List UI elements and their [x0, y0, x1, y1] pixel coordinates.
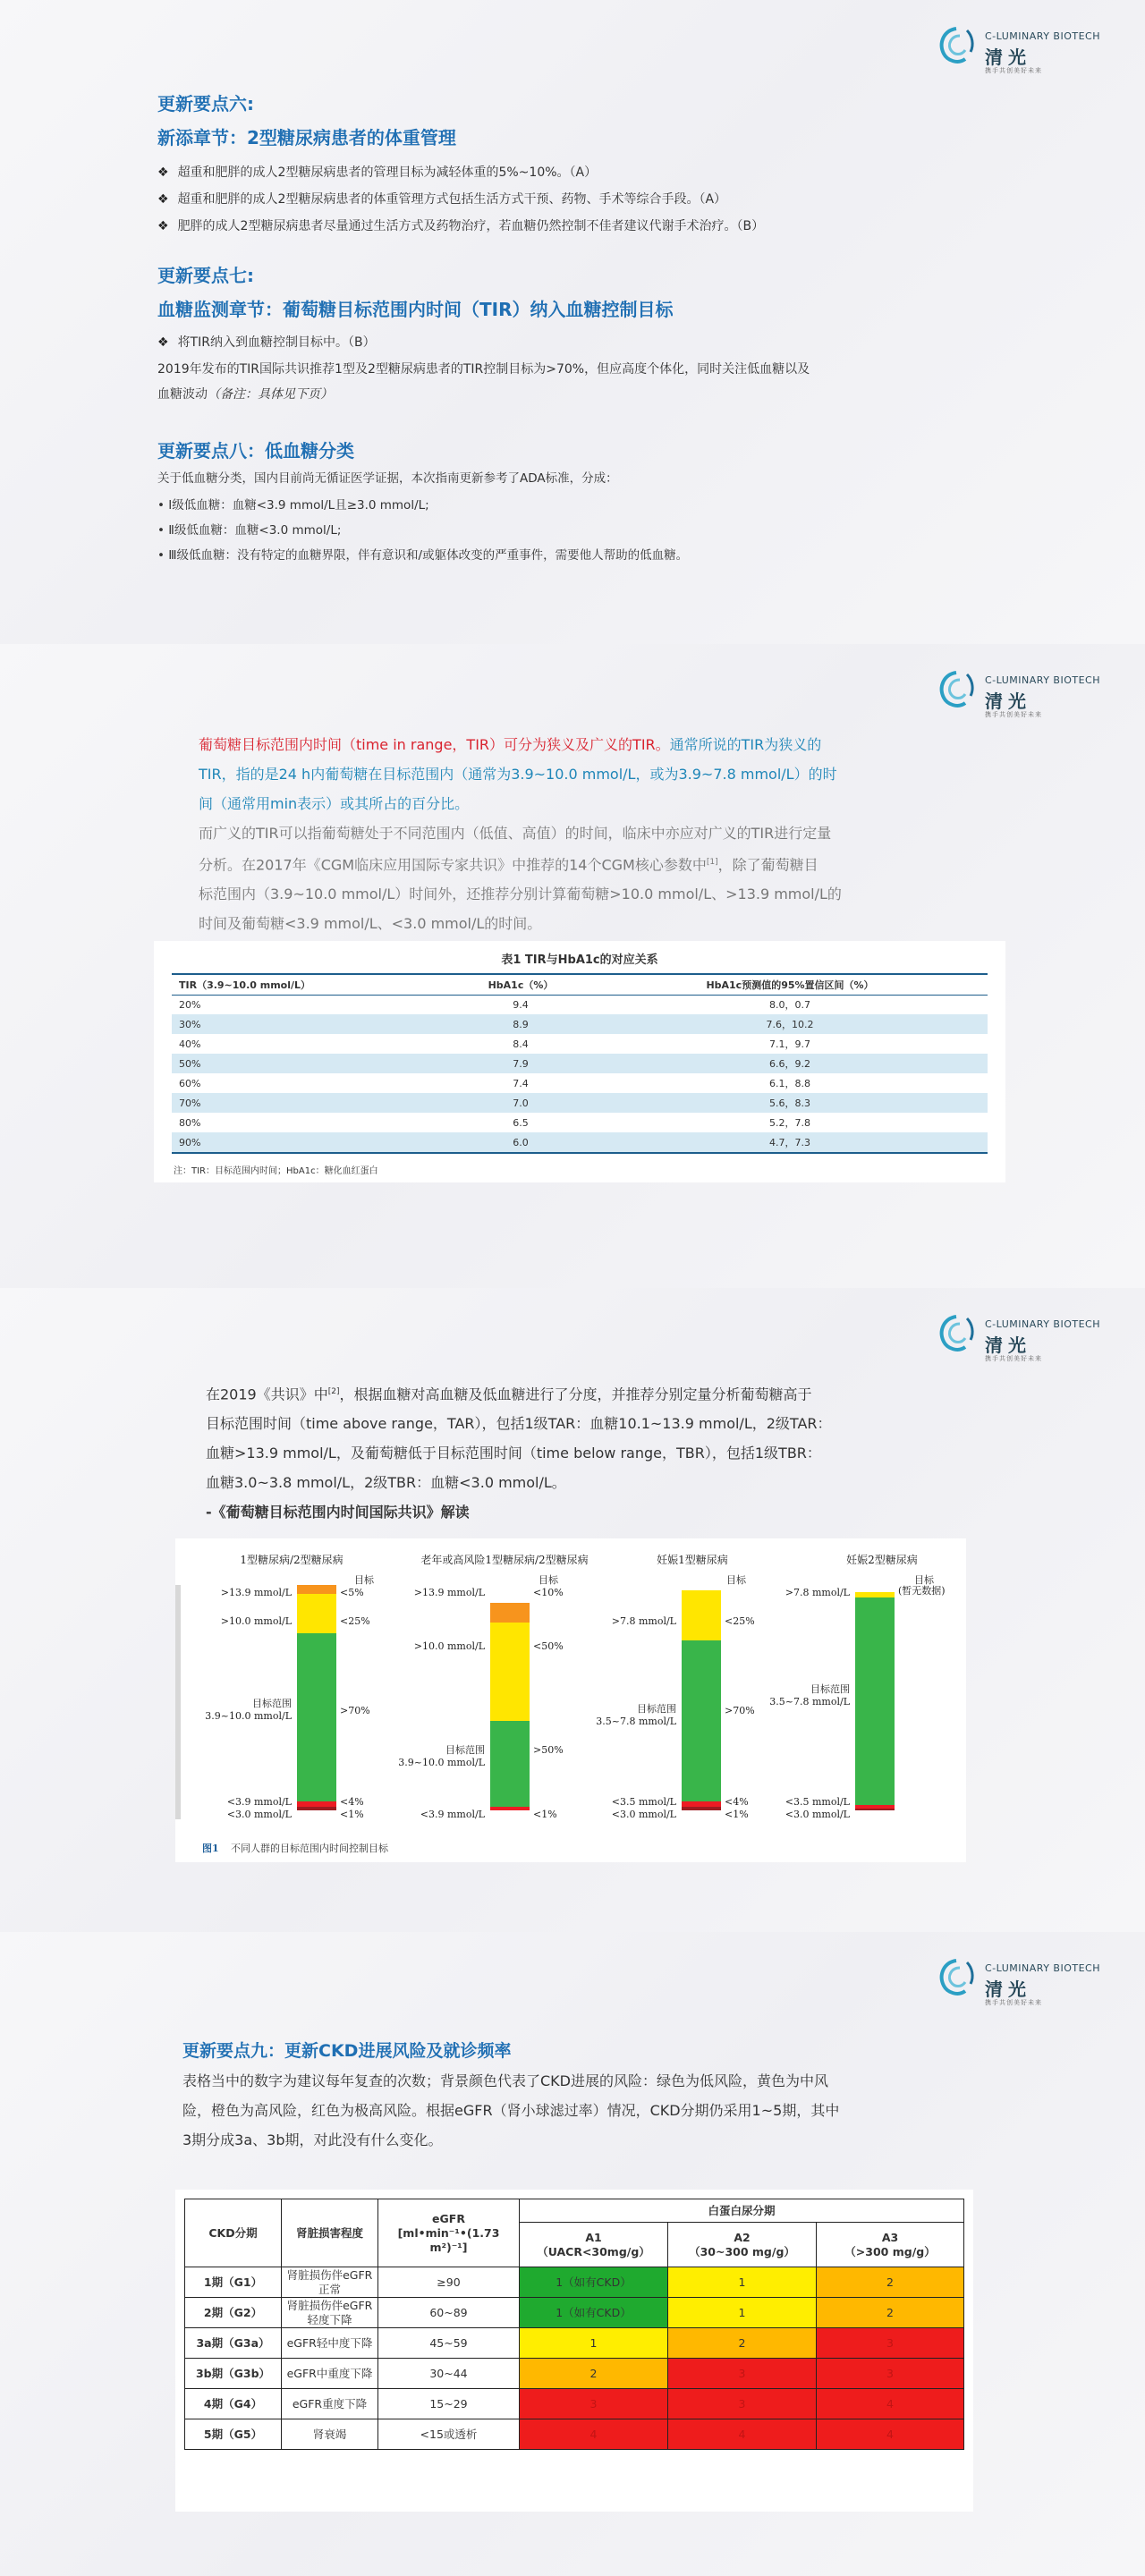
ckd-row [185, 2359, 964, 2389]
col-header-egfr: eGFR [ml•min⁻¹•(1.73 m²)⁻¹] [378, 2199, 520, 2267]
pct-label: >70% [725, 1705, 755, 1716]
tar-text: 在2019《共识》中 [206, 1385, 328, 1403]
logo-text-en: C-LUMINARY BIOTECH [985, 1962, 1100, 1974]
ckd-cell-a2: 4 [668, 2419, 817, 2450]
range-label: <3.5 mmol/L [611, 1796, 676, 1808]
table-row [172, 995, 988, 1014]
tir-broad-line: 而广义的TIR可以指葡萄糖处于不同范围内（低值、高值）的时间，临床中亦应对广义的TIR进行定量 [199, 825, 832, 842]
table-cell: 6.0 [449, 1132, 592, 1152]
range-label: 3.9~10.0 mmol/L [205, 1710, 292, 1722]
range-label: <3.9 mmol/L [226, 1796, 292, 1808]
point-6-item: ❖ 超重和肥胖的成人2型糖尿病患者的体重管理方式包括生活方式干预、药物、手术等综合手段。（A） [157, 188, 726, 211]
ckd-cell-a2: 2 [668, 2328, 817, 2359]
table-cell: 8.0，0.7 [769, 999, 810, 1012]
figure-caption: 不同人群的目标范围内时间控制目标 [231, 1843, 388, 1854]
ckd-row [185, 2328, 964, 2359]
segment-low [682, 1801, 721, 1807]
logo-swirl-icon [935, 1311, 978, 1358]
ckd-cell-stage: 1期（G1） [185, 2267, 282, 2298]
segment-very-low [682, 1807, 721, 1810]
logo-text-cn: 清光 [985, 1335, 1031, 1356]
table-cell: 30% [172, 1014, 449, 1034]
ckd-cell-stage: 3b期（G3b） [185, 2359, 282, 2389]
point-9-title: 更新要点九：更新CKD进展风险及就诊频率 [182, 2041, 512, 2061]
ckd-cell-damage: eGFR中重度下降 [282, 2359, 378, 2389]
range-label: 目标范围 [252, 1698, 292, 1709]
ckd-cell-a1: 2 [520, 2359, 668, 2389]
pct-label: >50% [533, 1744, 564, 1756]
table-cell: 8.4 [513, 1038, 529, 1050]
col-header: TIR（3.9~10.0 mmol/L） [179, 979, 311, 991]
range-label: >10.0 mmol/L [413, 1640, 485, 1652]
table-row [172, 1073, 988, 1093]
ckd-cell-damage: 肾脏损伤伴eGFR轻度下降 [282, 2298, 378, 2328]
tir-line-1 [199, 730, 968, 759]
ckd-description [182, 2066, 970, 2155]
logo-text-en: C-LUMINARY BIOTECH [985, 30, 1100, 42]
tar-tbr-text [206, 1377, 966, 1527]
table-cell: 80% [179, 1116, 201, 1129]
range-label: <3.0 mmol/L [785, 1809, 850, 1820]
point-7-desc: 2019年发布的TIR国际共识推荐1型及2型糖尿病患者的TIR控制目标为>70%，但应高度个体化，同时关注低血糖以及 [157, 362, 810, 377]
albuminuria-header: 白蛋白尿分期 [520, 2199, 964, 2223]
pct-label: <4% [725, 1796, 749, 1808]
logo-swirl-icon [935, 1955, 978, 2002]
a3-name: A3 [881, 2230, 899, 2244]
pct-label: <1% [340, 1809, 364, 1820]
ckd-cell-a3: 4 [817, 2419, 964, 2450]
table-cell: 5.6，8.3 [592, 1093, 988, 1113]
company-logo [935, 1311, 1127, 1365]
panel-title: 1型糖尿病/2型糖尿病 [240, 1554, 344, 1566]
segment-low [297, 1801, 336, 1807]
pct-label: <1% [725, 1809, 749, 1820]
panel-title: 妊娠1型糖尿病 [657, 1554, 728, 1566]
range-label: 目标范围 [637, 1703, 676, 1715]
point-7-item: ❖ 将TIR纳入到血糖控制目标中。（B） [157, 331, 376, 354]
pct-label: <50% [533, 1640, 564, 1652]
table-cell: 6.5 [513, 1116, 529, 1129]
table-cell: 20% [179, 998, 201, 1011]
a1-range: （UACR<30mg/g） [537, 2244, 650, 2258]
table-note: 注：TIR：目标范围内时间；HbA1c：糖化血红蛋白 [174, 1166, 378, 1176]
tir-broad-text: 分析。在2017年《CGM临床应用国际专家共识》中推荐的14个CGM核心参数中 [199, 856, 707, 874]
table-title: 表1 TIR与HbA1c的对应关系 [501, 953, 658, 967]
col-header-damage: 肾脏损害程度 [282, 2199, 378, 2267]
ckd-cell-a3: 4 [817, 2389, 964, 2419]
citation-1: [1] [706, 858, 718, 867]
tir-line-2: TIR，指的是24 h内葡萄糖在目标范围内（通常为3.9~10.0 mmol/L，或为3.9~7.8 mmol/L）的时 [199, 766, 837, 783]
table-cell: 40% [179, 1038, 201, 1050]
table-cell: 70% [172, 1093, 449, 1113]
ckd-cell-a2: 3 [668, 2389, 817, 2419]
panel-title: 妊娠2型糖尿病 [846, 1554, 918, 1566]
citation-2: [2] [327, 1387, 340, 1396]
logo-text-cn: 清光 [985, 1979, 1031, 2000]
figure-number: 图1 [202, 1843, 219, 1854]
ckd-cell-damage: eGFR轻中度下降 [282, 2328, 378, 2359]
table-row [172, 1054, 988, 1073]
range-label: 3.5~7.8 mmol/L [769, 1696, 850, 1707]
table-cell: 7.1，9.7 [769, 1038, 810, 1050]
logo-tagline: 携手共创美好未来 [985, 67, 1042, 74]
tir-definition-teal: 通常所说的TIR为狭义的 [669, 736, 822, 753]
ckd-cell-a1: 4 [520, 2419, 668, 2450]
tir-broad-line: 标范围内（3.9~10.0 mmol/L）时间外，还推荐分别计算葡萄糖>10.0 mmol/L、>13.9 mmol/L的 [199, 886, 842, 903]
ckd-cell-a2: 3 [668, 2359, 817, 2389]
ckd-cell-a1: 1 [520, 2328, 668, 2359]
ckd-cell-a3: 3 [817, 2359, 964, 2389]
pct-label: (暂无数据) [898, 1585, 946, 1597]
pct-label: <5% [340, 1587, 364, 1598]
logo-tagline: 携手共创美好未来 [985, 1999, 1042, 2006]
col-header-a3 [817, 2223, 964, 2267]
table-cell: 7.9 [449, 1054, 592, 1073]
tir-definition-red: 葡萄糖目标范围内时间（time in range，TIR）可分为狭义及广义的TIR。 [199, 736, 670, 753]
target-word: 目标 [539, 1574, 558, 1586]
segment-high [297, 1594, 336, 1633]
range-label: <3.0 mmol/L [611, 1809, 676, 1820]
figure-frame [175, 1585, 181, 1819]
ckd-cell-a3: 2 [817, 2298, 964, 2328]
ckd-row [185, 2419, 964, 2450]
range-label: >7.8 mmol/L [785, 1587, 850, 1598]
table-cell: 7.4 [513, 1077, 529, 1089]
ckd-cell-egfr: 60~89 [378, 2298, 520, 2328]
table-cell: 5.2，7.8 [769, 1117, 810, 1129]
segment-low [855, 1805, 895, 1809]
segment-very-low [297, 1807, 336, 1810]
ckd-cell-a1: 1（如有CKD） [520, 2298, 668, 2328]
ckd-cell-stage: 5期（G5） [185, 2419, 282, 2450]
range-label: >10.0 mmol/L [220, 1615, 292, 1627]
pct-label: <25% [725, 1615, 755, 1627]
slide-1 [0, 0, 1145, 644]
tir-definition [199, 730, 968, 938]
a2-name: A2 [734, 2230, 751, 2244]
col-header-a1 [520, 2223, 668, 2267]
logo-swirl-icon [935, 667, 978, 714]
tir-targets-figure [175, 1538, 966, 1862]
col-header: HbA1c预测值的95%置信区间（%） [706, 979, 874, 991]
ckd-desc-line: 3期分成3a、3b期，对此没有什么变化。 [182, 2131, 443, 2148]
ckd-cell-a3: 2 [817, 2267, 964, 2298]
tir-broad-line [199, 848, 968, 879]
table-row [172, 1014, 988, 1034]
ckd-cell-damage: 肾脏损伤伴eGFR正常 [282, 2267, 378, 2298]
logo-swirl-icon [935, 23, 978, 70]
ckd-cell-a3: 3 [817, 2328, 964, 2359]
table-row [172, 1113, 988, 1132]
table-cell: 90% [172, 1132, 449, 1152]
range-label: 3.9~10.0 mmol/L [398, 1757, 485, 1768]
slide-3 [0, 1288, 1145, 1932]
point-8-intro: 关于低血糖分类，国内目前尚无循证医学证据，本次指南更新参考了ADA标准，分成： [157, 471, 618, 486]
point-7-desc-tail: 血糖波动 [157, 387, 208, 402]
ckd-row [185, 2298, 964, 2328]
company-logo [935, 23, 1127, 77]
tar-line: 血糖>13.9 mmol/L，及葡萄糖低于目标范围时间（time below range，TBR），包括1级TBR： [206, 1445, 821, 1462]
panel-title: 老年或高风险1型糖尿病/2型糖尿病 [420, 1554, 589, 1566]
table-cell: 50% [172, 1054, 449, 1073]
point-7-note: （备注：具体见下页） [208, 387, 333, 402]
segment-very-high [297, 1585, 336, 1594]
ckd-cell-egfr: ≥90 [378, 2267, 520, 2298]
ckd-cell-a2: 1 [668, 2267, 817, 2298]
range-label: 目标范围 [810, 1683, 850, 1695]
ckd-desc-line: 险，橙色为高风险，红色为极高风险。根据eGFR（肾小球滤过率）情况，CKD分期仍采用1~5期，其中 [182, 2102, 840, 2119]
a2-range: （30~300 mg/g） [689, 2244, 795, 2258]
segment-high [682, 1590, 721, 1640]
point-6-title: 新添章节：2型糖尿病患者的体重管理 [157, 127, 456, 148]
a3-range: （>300 mg/g） [844, 2244, 936, 2258]
point-6-item: ❖ 超重和肥胖的成人2型糖尿病患者的管理目标为减轻体重的5%~10%。（A） [157, 161, 597, 184]
a1-name: A1 [585, 2230, 602, 2244]
ckd-cell-a2: 1 [668, 2298, 817, 2328]
point-6-item: ❖ 肥胖的成人2型糖尿病患者尽量通过生活方式及药物治疗，若血糖仍然控制不佳者建议代谢手术治疗。（B） [157, 215, 764, 238]
table-cell: 7.0 [449, 1093, 592, 1113]
pct-label: <10% [533, 1587, 564, 1598]
ckd-cell-stage: 2期（G2） [185, 2298, 282, 2328]
company-logo [935, 1955, 1127, 2009]
tir-broad-line: 时间及葡萄糖<3.9 mmol/L、<3.0 mmol/L的时间。 [199, 915, 542, 933]
ckd-cell-a1: 1（如有CKD） [520, 2267, 668, 2298]
ckd-risk-table [184, 2199, 964, 2450]
segment-high [855, 1592, 895, 1597]
pct-label: >70% [340, 1705, 370, 1716]
tir-broad-text-tail: ，除了葡萄糖目 [717, 856, 818, 874]
tir-targets-figure-svg [175, 1538, 966, 1862]
pct-label: <1% [533, 1809, 557, 1820]
col-header-stage: CKD分期 [185, 2199, 282, 2267]
range-label: >13.9 mmol/L [220, 1587, 292, 1598]
pct-label: <4% [340, 1796, 364, 1808]
table-row [172, 1034, 988, 1054]
table-cell: 9.4 [513, 998, 529, 1011]
segment-in-range [855, 1597, 895, 1805]
tar-text: ，根据血糖对高血糖及低血糖进行了分度，并推荐分别定量分析葡萄糖高于 [339, 1385, 812, 1403]
logo-text-en: C-LUMINARY BIOTECH [985, 674, 1100, 686]
logo-text-cn: 清光 [985, 47, 1031, 68]
ckd-cell-egfr: <15或透析 [378, 2419, 520, 2450]
ckd-cell-egfr: 15~29 [378, 2389, 520, 2419]
table-cell: 60% [179, 1077, 201, 1089]
col-header: HbA1c（%） [488, 979, 554, 991]
point-6-heading: 更新要点六: [157, 93, 254, 114]
logo-tagline: 携手共创美好未来 [985, 711, 1042, 718]
table-cell: 6.6，9.2 [592, 1054, 988, 1073]
ckd-desc-line: 表格当中的数字为建议每年复查的次数；背景颜色代表了CKD进展的风险：绿色为低风险，黄色为中风 [182, 2072, 828, 2089]
logo-text-cn: 清光 [985, 691, 1031, 712]
tar-line: 血糖3.0~3.8 mmol/L，2级TBR：血糖<3.0 mmol/L。 [206, 1474, 566, 1492]
tar-line: 目标范围时间（time above range，TAR），包括1级TAR：血糖10.1~13.9 mmol/L，2级TAR： [206, 1415, 832, 1433]
slide-2 [0, 644, 1145, 1288]
table-row [172, 1093, 988, 1113]
ckd-cell-stage: 4期（G4） [185, 2389, 282, 2419]
ckd-row [185, 2389, 964, 2419]
company-logo [935, 667, 1127, 721]
segment-in-range [297, 1633, 336, 1801]
range-label: <3.5 mmol/L [785, 1796, 850, 1808]
segment-very-high [490, 1603, 530, 1623]
point-8-item: • Ⅰ级低血糖：血糖<3.9 mmol/L且≥3.0 mmol/L; [157, 498, 429, 513]
table-cell: 7.6，10.2 [592, 1014, 988, 1034]
ckd-cell-damage: eGFR重度下降 [282, 2389, 378, 2419]
table-cell: 6.1，8.8 [769, 1078, 810, 1089]
range-label: >13.9 mmol/L [413, 1587, 485, 1598]
table-header-row [172, 975, 988, 995]
ckd-cell-egfr: 30~44 [378, 2359, 520, 2389]
range-label: <3.0 mmol/L [226, 1809, 292, 1820]
segment-high [490, 1623, 530, 1721]
range-label: 目标范围 [445, 1744, 485, 1756]
segment-in-range [490, 1721, 530, 1807]
slide-4 [0, 1932, 1145, 2576]
ckd-row [185, 2267, 964, 2298]
source-citation: -《葡萄糖目标范围内时间国际共识》解读 [206, 1504, 470, 1521]
tir-hba1c-table [172, 975, 988, 1152]
range-label: 3.5~7.8 mmol/L [596, 1716, 676, 1727]
ckd-cell-damage: 肾衰竭 [282, 2419, 378, 2450]
logo-tagline: 携手共创美好未来 [985, 1355, 1042, 1362]
segment-very-low [855, 1809, 895, 1810]
table-cell: 8.9 [449, 1014, 592, 1034]
tar-line [206, 1377, 966, 1409]
ckd-cell-a1: 3 [520, 2389, 668, 2419]
segment-low [490, 1807, 530, 1810]
target-word: 目标 [914, 1574, 934, 1586]
col-header-a2 [668, 2223, 817, 2267]
range-label: >7.8 mmol/L [611, 1615, 676, 1627]
pct-label: <25% [340, 1615, 370, 1627]
table-cell: 4.7，7.3 [592, 1132, 988, 1152]
target-word: 目标 [726, 1574, 746, 1586]
table-row [172, 1132, 988, 1152]
logo-text-en: C-LUMINARY BIOTECH [985, 1318, 1100, 1330]
range-label: <3.9 mmol/L [420, 1809, 485, 1820]
tir-line-3: 间（通常用min表示）或其所占的百分比。 [199, 795, 470, 812]
ckd-table-card [175, 2190, 973, 2512]
point-7-heading: 更新要点七: [157, 265, 254, 286]
point-7-desc-line2 [157, 383, 333, 406]
segment-in-range [682, 1640, 721, 1801]
point-7-title: 血糖监测章节：葡萄糖目标范围内时间（TIR）纳入血糖控制目标 [157, 299, 674, 320]
target-word: 目标 [354, 1574, 374, 1586]
ckd-cell-stage: 3a期（G3a） [185, 2328, 282, 2359]
point-8-item: • Ⅱ级低血糖：血糖<3.0 mmol/L; [157, 523, 342, 538]
point-8-title: 更新要点八：低血糖分类 [157, 440, 354, 462]
tir-hba1c-table-card [154, 941, 1005, 1182]
ckd-cell-egfr: 45~59 [378, 2328, 520, 2359]
point-8-item: • Ⅲ级低血糖：没有特定的血糖界限，伴有意识和/或躯体改变的严重事件，需要他人帮助的低血糖。 [157, 548, 689, 563]
